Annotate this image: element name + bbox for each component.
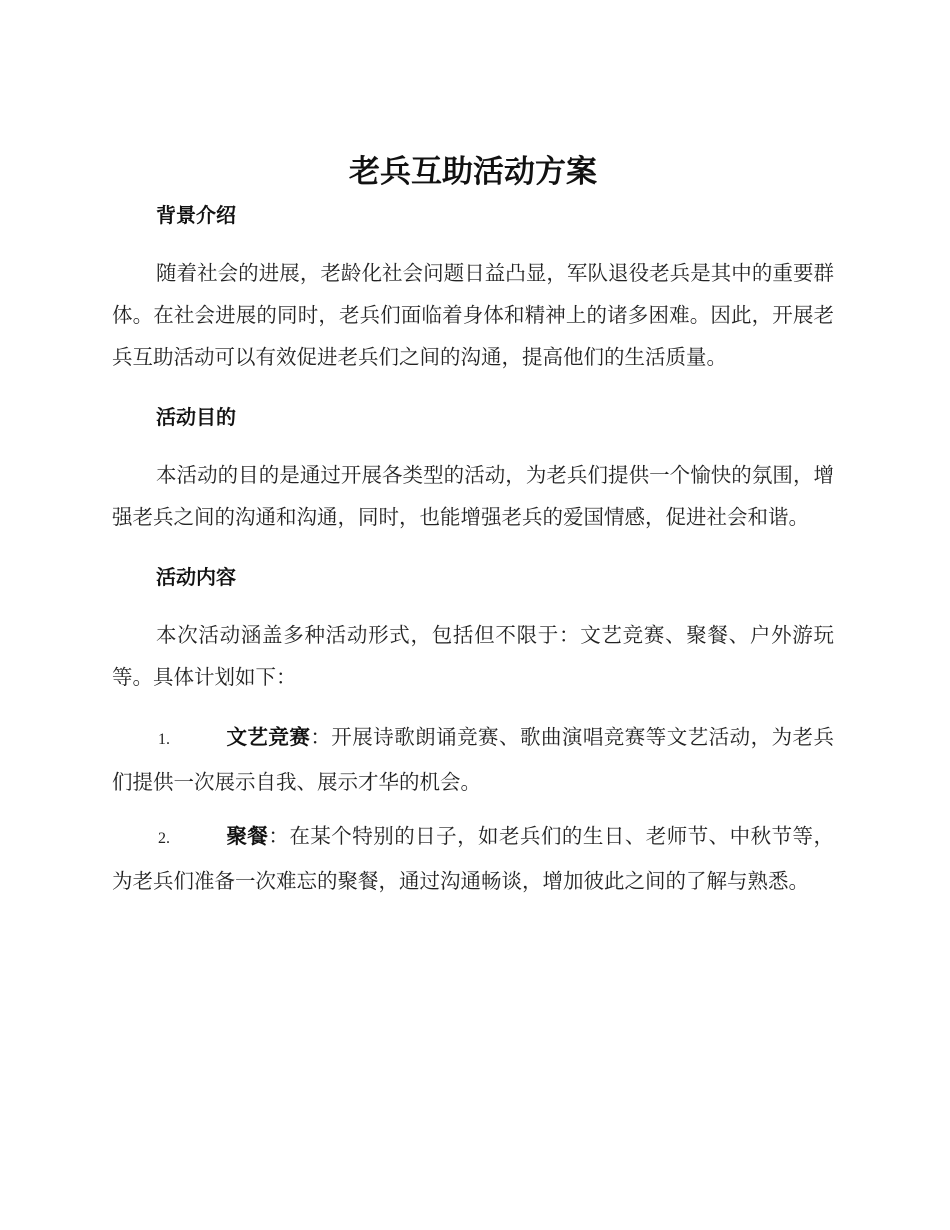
section-heading-purpose: 活动目的 [156, 405, 236, 429]
document-page [112, 150, 834, 902]
section-heading-content: 活动内容 [156, 565, 236, 589]
list-item-number: 1. [158, 731, 170, 748]
list-item-term: 文艺竞赛 [226, 725, 311, 749]
section-heading-background: 背景介绍 [156, 203, 236, 227]
list-item-term: 聚餐 [226, 824, 269, 848]
list-item-number: 2. [158, 830, 170, 847]
list-item [112, 716, 834, 803]
document-title: 老兵互助活动方案 [349, 154, 597, 190]
purpose-paragraph: 本活动的目的是通过开展各类型的活动，为老兵们提供一个愉快的氛围，增强老兵之间的沟通和沟通，同时，也能增强老兵的爱国情感，促进社会和谐。 [112, 463, 834, 529]
list-item-text: ：开展诗歌朗诵竞赛、歌曲演唱竞赛等文艺活动，为老兵们提供一次展示自我、展示才华的机会。 [112, 725, 834, 794]
list-item-text: ：在某个特别的日子，如老兵们的生日、老师节、中秋节等，为老兵们准备一次难忘的聚餐，通过沟通畅谈，增加彼此之间的了解与熟悉。 [112, 824, 835, 893]
list-item [112, 815, 834, 902]
background-paragraph: 随着社会的进展，老龄化社会问题日益凸显，军队退役老兵是其中的重要群体。在社会进展的同时，老兵们面临着身体和精神上的诸多困难。因此，开展老兵互助活动可以有效促进老兵们之间的沟通，提高他们的生活质量。 [112, 261, 834, 369]
content-paragraph: 本次活动涵盖多种活动形式，包括但不限于：文艺竞赛、聚餐、户外游玩等。具体计划如下： [112, 623, 834, 689]
